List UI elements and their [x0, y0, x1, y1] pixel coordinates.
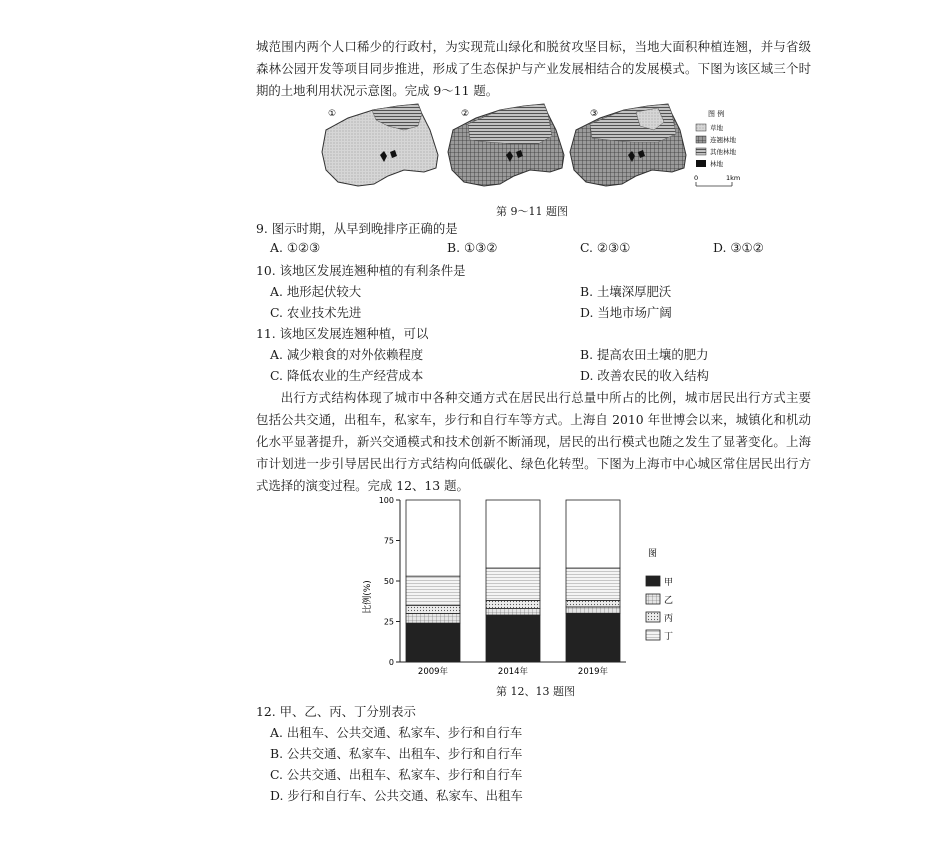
- chart-bar-segment: [566, 600, 620, 606]
- chart-y-tick-label: 75: [383, 536, 394, 546]
- question-12-option-a: A. 出租车、公共交通、私家车、步行和自行车: [270, 725, 523, 740]
- question-9-option-b: B. ①③②: [447, 240, 498, 255]
- question-10-stem: 10. 该地区发展连翘种植的有利条件是: [256, 263, 466, 278]
- map-legend: [694, 109, 740, 186]
- map-scale-zero: 0: [694, 174, 699, 182]
- chart-bar-segment: [406, 623, 460, 662]
- chart-legend-title: 图: [648, 549, 658, 559]
- chart-y-axis-label: 比例(%): [363, 580, 373, 614]
- chart-legend-label: 甲: [664, 578, 674, 588]
- map-scale-label: 1km: [726, 174, 741, 182]
- question-9-option-d: D. ③①②: [713, 240, 764, 255]
- question-11-option-a: A. 减少粮食的对外依赖程度: [270, 347, 424, 362]
- chart-y-tick-label: 100: [378, 496, 394, 505]
- question-9-stem: 9. 图示时期，从早到晚排序正确的是: [256, 221, 458, 236]
- chart-bar-segment: [486, 568, 540, 600]
- chart-bar-segment: [486, 600, 540, 608]
- chart-bar-segment: [566, 568, 620, 600]
- question-11-stem: 11. 该地区发展连翘种植，可以: [256, 326, 429, 341]
- chart-bar-segment: [566, 613, 620, 662]
- chart-legend-label: 丙: [664, 614, 674, 624]
- chart-bar-segment: [406, 605, 460, 613]
- question-9-option-a: A. ①②③: [270, 240, 321, 255]
- question-12-option-d: D. 步行和自行车、公共交通、私家车、出租车: [270, 788, 523, 803]
- question-12-option-b: B. 公共交通、私家车、出租车、步行和自行车: [270, 746, 523, 761]
- chart-legend-label: 乙: [664, 596, 674, 606]
- question-10-option-a: A. 地形起伏较大: [270, 284, 362, 299]
- question-10-option-b: B. 土壤深厚肥沃: [580, 284, 672, 299]
- chart-legend-swatch: [646, 576, 660, 586]
- question-10-option-c: C. 农业技术先进: [270, 305, 362, 320]
- travel-mode-chart: [356, 492, 686, 692]
- map-legend-grass: 草地: [710, 124, 723, 132]
- chart-bar-segment: [486, 500, 540, 568]
- chart-bar-segment: [486, 615, 540, 662]
- chart-y-tick-label: 50: [383, 577, 394, 586]
- chart-legend-label: 丁: [664, 632, 674, 642]
- chart-bar-segment: [406, 613, 460, 623]
- chart-x-tick-label: 2014年: [497, 667, 529, 677]
- map-panel-label-3: ③: [590, 109, 599, 119]
- chart-legend-swatch: [646, 612, 660, 622]
- question-11-option-c: C. 降低农业的生产经营成本: [270, 368, 424, 383]
- chart-bar-segment: [566, 607, 620, 613]
- chart-y-tick-label: 25: [383, 617, 394, 627]
- chart-legend-swatch: [646, 630, 660, 640]
- question-11-option-d: D. 改善农民的收入结构: [580, 368, 709, 383]
- chart-bar-segment: [566, 500, 620, 568]
- chart-x-tick-label: 2009年: [417, 667, 449, 677]
- chart-x-tick-label: 2019年: [577, 667, 609, 677]
- map-caption: 第 9～11 题图: [496, 205, 568, 218]
- map-panel-2: [448, 104, 564, 186]
- question-11-option-b: B. 提高农田土壤的肥力: [580, 347, 709, 362]
- map-legend-lianqiao: 连翘林地: [710, 136, 736, 144]
- map-panel-label-2: ②: [461, 109, 470, 119]
- intro-paragraph-1: 城范围内两个人口稀少的行政村，为实现荒山绿化和脱贫攻坚目标，当地大面积种植连翘，并与省级森林公园开发等项目同步推进，形成了生态保护与产业发展相结合的发展模式。下图为该区域三个时期的土地利用状况示意图。完成 9～11 题。: [256, 39, 811, 98]
- land-use-map-figure: [318, 100, 783, 200]
- chart-bar-segment: [406, 500, 460, 576]
- map-panel-label-1: ①: [328, 109, 337, 119]
- question-10-option-d: D. 当地市场广阔: [580, 305, 672, 320]
- intro-paragraph-2: 出行方式结构体现了城市中各种交通方式在居民出行总量中所占的比例，城市居民出行方式主要包括公共交通，出租车，私家车，步行和自行车等方式。上海自 2010 年世博会以来，城镇化和机动化水平显著提升，新兴交通模式和技术创新不断涌现，居民的出行模式也随之发生了显著变化。上海市计划进一步引导居民出行方式结构向低碳化、绿色化转型。下图为上海市中心城区常住居民出行方式选择的演变过程。完成 12、13 题。: [256, 390, 811, 493]
- map-legend-title: 图 例: [708, 110, 725, 118]
- question-9-option-c: C. ②③①: [580, 240, 631, 255]
- chart-caption: 第 12、13 题图: [496, 685, 575, 698]
- chart-legend-swatch: [646, 594, 660, 604]
- question-12-option-c: C. 公共交通、出租车、私家车、步行和自行车: [270, 767, 523, 782]
- map-legend-forest: 林地: [710, 160, 723, 168]
- question-12-stem: 12. 甲、乙、丙、丁分别表示: [256, 704, 416, 719]
- map-legend-other-forest: 其他林地: [710, 148, 736, 156]
- chart-y-tick-label: 0: [388, 658, 394, 667]
- map-panel-3: [570, 104, 686, 186]
- chart-bar-segment: [486, 609, 540, 615]
- map-panel-1: [322, 104, 438, 186]
- chart-bar-segment: [406, 576, 460, 605]
